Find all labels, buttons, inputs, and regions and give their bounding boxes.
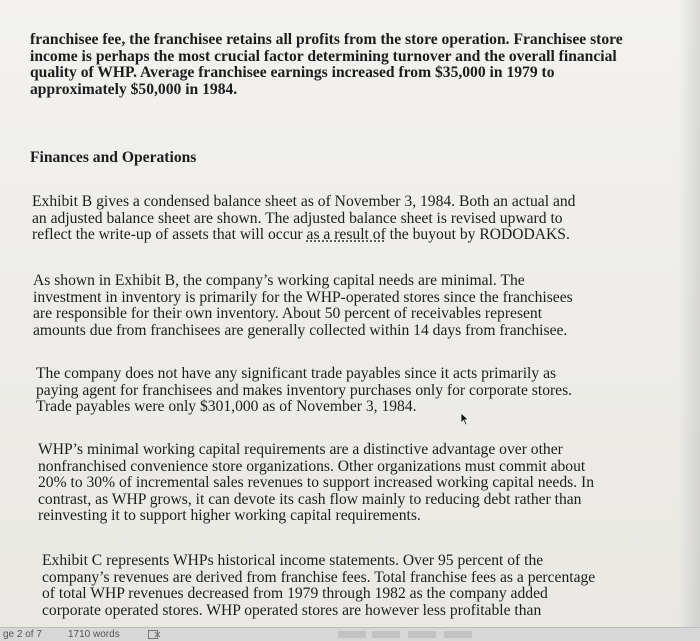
text-line: paying agent for franchisees and makes inventory purchases only for corporate stores. bbox=[36, 381, 573, 399]
text-line: nonfranchised convenience store organizations. Other organizations must commit about bbox=[38, 457, 586, 475]
text-line: investment in inventory is primarily for the WHP-operated stores since the franchisees bbox=[33, 288, 573, 306]
text-line: are responsible for their own inventory. About 50 percent of receivables represent bbox=[33, 305, 543, 322]
text-line: quality of WHP. Average franchisee earnings increased from $35,000 in 1979 to bbox=[30, 64, 555, 81]
paragraph-franchisee-income bbox=[30, 32, 623, 98]
text-line: Exhibit B gives a condensed balance sheet as of November 3, 1984. Both an actual and bbox=[32, 193, 576, 210]
text-line: reinvesting it to support higher working capital requirements. bbox=[38, 507, 421, 524]
text-line: Trade payables were only $301,000 as of November 3, 1984. bbox=[36, 398, 417, 415]
mouse-pointer-icon bbox=[456, 412, 470, 426]
text-line: WHP’s minimal working capital requirements are a distinctive advantage over other bbox=[38, 441, 563, 458]
text-line: The company does not have any significant trade payables since it acts primarily as bbox=[36, 365, 557, 382]
word-count[interactable]: 1710 words bbox=[68, 629, 120, 640]
status-bar-control[interactable] bbox=[444, 631, 472, 638]
text-line: contrast, as WHP grows, it can devote its cash flow mainly to reducing debt rather than bbox=[38, 490, 582, 508]
text-line: company’s revenues are derived from franchise fees. Total franchise fees as a percentage bbox=[42, 568, 596, 586]
text-line: approximately $50,000 in 1984. bbox=[30, 80, 238, 98]
paragraph-capital-advantage bbox=[38, 442, 594, 525]
status-bar bbox=[0, 627, 700, 641]
text-segment: reflect the write-up of assets that will occur bbox=[32, 226, 307, 243]
paragraph-balance-sheet bbox=[32, 194, 575, 244]
text-line: income is perhaps the most crucial factor determining turnover and the overall financial bbox=[30, 47, 617, 65]
text-line: Exhibit C represents WHPs historical income statements. Over 95 percent of the bbox=[42, 552, 544, 569]
screen-edge-shadow bbox=[678, 0, 700, 641]
text-line: franchisee fee, the franchisee retains all profits from the store operation. Franchisee store bbox=[30, 31, 623, 48]
paragraph-income-statements bbox=[42, 553, 595, 619]
text-line: As shown in Exhibit B, the company’s working capital needs are minimal. The bbox=[33, 272, 525, 289]
section-heading: Finances and Operations bbox=[30, 149, 197, 166]
paragraph-working-capital bbox=[33, 273, 573, 339]
page-count[interactable]: ge 2 of 7 bbox=[3, 629, 42, 640]
text-line: an adjusted balance sheet are shown. The adjusted balance sheet is revised upward to bbox=[32, 209, 563, 227]
status-bar-control[interactable] bbox=[372, 631, 400, 638]
text-line bbox=[32, 227, 575, 244]
text-line: corporate operated stores. WHP operated stores are however less profitable than bbox=[42, 601, 542, 619]
text-line: 20% to 30% of incremental sales revenues to support increased working capital needs. In bbox=[38, 474, 594, 491]
paragraph-trade-payables bbox=[36, 366, 572, 416]
text-line: of total WHP revenues decreased from 1979 through 1982 as the company added bbox=[42, 585, 548, 602]
text-line: amounts due from franchisees are generally collected within 14 days from franchisee. bbox=[33, 321, 568, 339]
text-segment: the buyout by RODODAKS. bbox=[385, 226, 570, 243]
proofing-icon[interactable] bbox=[148, 630, 162, 639]
status-bar-control[interactable] bbox=[338, 631, 366, 638]
status-bar-control[interactable] bbox=[408, 631, 436, 638]
grammar-flagged-phrase[interactable]: as a result of bbox=[306, 226, 386, 243]
